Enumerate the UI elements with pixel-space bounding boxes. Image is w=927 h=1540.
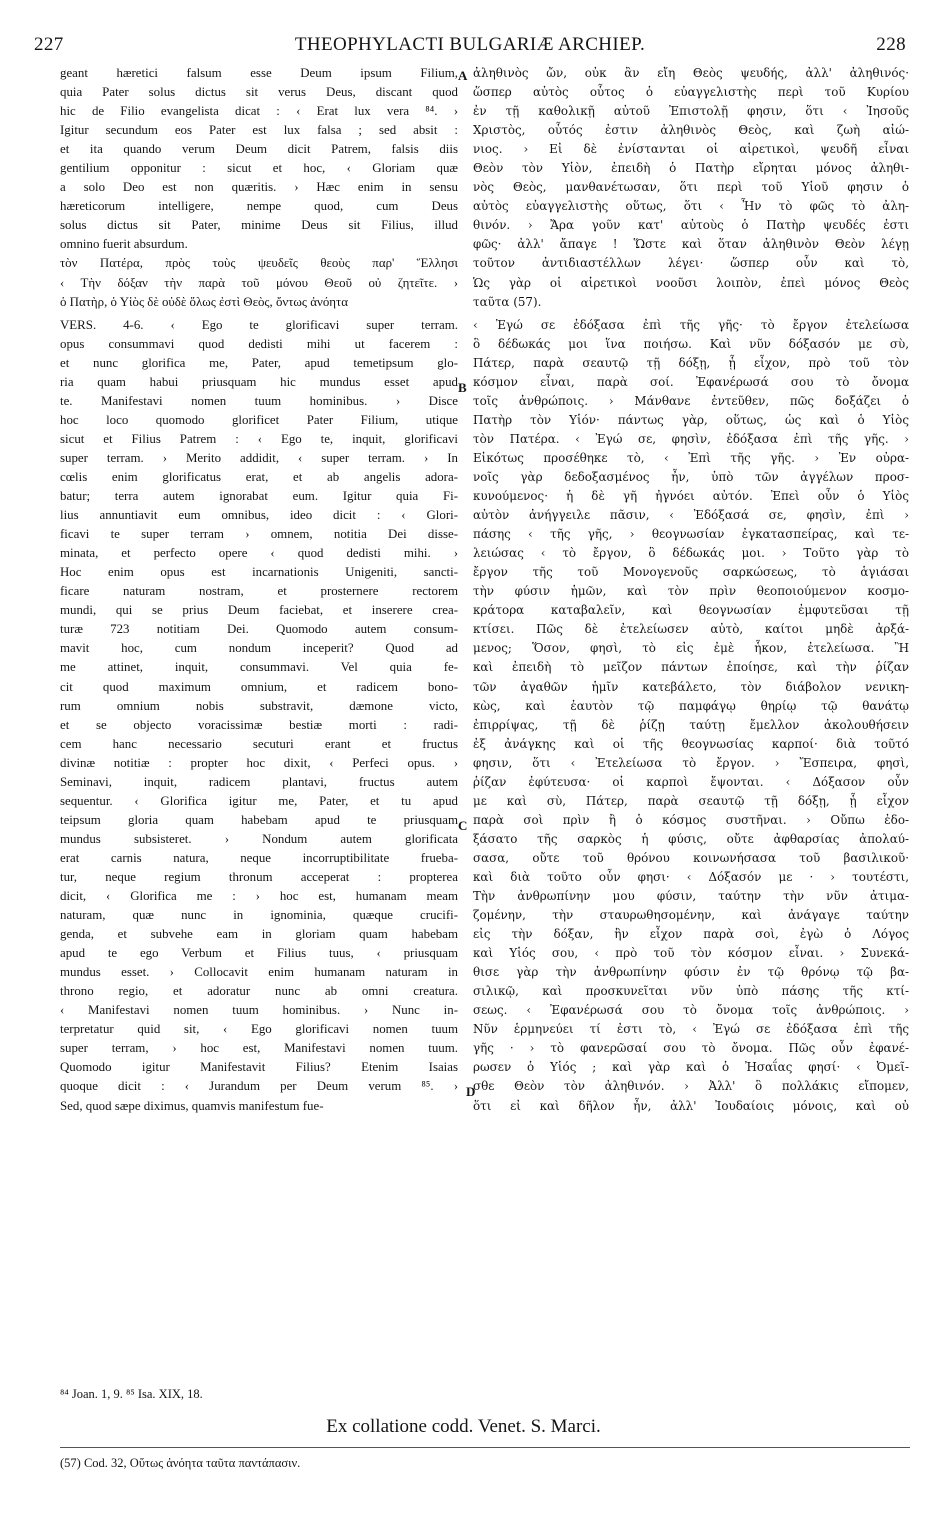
text-line: cem hanc necessario secuturi erant et fructus — [60, 736, 458, 751]
text-line: μενος; Ὅσον, φησὶ, τὸ εἰς ἐμὲ ἧκον, ἐτελείωσα. Ἢ — [473, 641, 909, 656]
text-line: φῶς· ἀλλ' ἄπαγε ! Ὥστε καὶ ὅταν ἀληθινὸν Θεὸν λέγῃ — [473, 237, 909, 252]
text-line: gentilium opponitur : sicut et hoc, ‹ Gloriam quæ — [60, 161, 458, 176]
text-line: te. Manifestavi nomen tuum hominibus. › Disce — [60, 393, 458, 408]
text-line: ἐν τῇ καθολικῇ αὐτοῦ Ἐπιστολῇ φησιν, ὅτι ‹ Ἰησοῦς — [473, 104, 909, 119]
text-line: omnino fuerit absurdum. — [60, 237, 188, 252]
text-line: ficavi te super terram › omnem, notitia Dei disse- — [60, 527, 458, 542]
text-line: αὐτὸς εὐαγγελιστὴς οὕτως, ὅτι ‹ Ἦν τὸ φῶς τὸ ἀλη- — [473, 199, 909, 214]
text-line: divinæ notitiæ : propter hoc dixit, ‹ Perfeci opus. › — [60, 755, 458, 770]
text-line: a solo Deo est non quæritis. › Hæc enim in sensu — [60, 180, 458, 195]
text-line: ῥίζαν ἐφύτευσα· οἱ καρποὶ ἔψονται. ‹ Δόξασον οὖν — [473, 774, 909, 789]
text-line: εἰς τὴν δόξαν, ἣν εἶχον παρὰ σοὶ, ἐγὼ ὁ Λόγος — [473, 927, 909, 942]
text-line: cœlis enim glorificatus erat, et ab angelis adora- — [60, 469, 458, 484]
section-marker-b: B — [458, 380, 467, 395]
text-line: mundus subsisteret. › Nondum autem glorificata — [60, 831, 458, 846]
text-line: Τὴν ἀνθρωπίνην μου φύσιν, ταύτην τὴν νῦν ἀτιμα- — [473, 889, 909, 904]
text-line: ‹ Ἐγώ σε ἐδόξασα ἐπὶ τῆς γῆς· τὸ ἔργον ἐτελείωσα — [473, 317, 909, 332]
text-line: solus dictus sit Pater, minime Deus sit Filius, illud — [60, 218, 458, 233]
section-marker-d: D — [466, 1084, 476, 1099]
text-line: ζομένην, τὴν σταυρωθησομένην, καὶ ἀνάγαγε ταύτην — [473, 908, 909, 923]
latin-footnotes: ⁸⁴ Joan. 1, 9. ⁸⁵ Isa. XIX, 18. — [60, 1387, 203, 1401]
text-line: batur; terra autem ignorabat eum. Igitur quia Fi- — [60, 489, 458, 504]
text-line: νιος. › Εἰ δὲ ἐνίστανται οἱ αἱρετικοὶ, ψευδῆ εἶναι — [473, 142, 909, 157]
text-line: Θεὸν τὸν Υἱὸν, ἐπειδὴ ὁ Πατὴρ εἴρηται μόνος ἀληθι- — [473, 161, 909, 176]
text-line: νὸς Θεὸς, μανθανέτωσαν, ὅτι περὶ τοῦ Υἱοῦ φησιν ὁ — [473, 180, 909, 195]
text-line: ὁ Πατὴρ, ὁ Υἱὸς δὲ οὐδὲ ὅλως ἐστὶ Θεὸς, ὄντως ἀνόητα — [60, 294, 348, 309]
text-line: Igitur secundum eos Pater est lux falsa ; sed absit : — [60, 123, 458, 138]
text-line: teipsum gloria quam habebam apud te priusquam — [60, 812, 458, 827]
text-line: τὸν Πατέρα, πρὸς τοὺς ψευδεῖς θεοὺς παρ' Ἕλλησι — [60, 256, 458, 271]
latin-column — [60, 64, 458, 1116]
page-header — [30, 34, 910, 62]
text-line: hic de Filio evangelista dicat : ‹ Erat lux vera ⁸⁴. › — [60, 104, 458, 119]
text-line: γῆς · › τὸ φανερῶσαί σου τὸ ὄνομα. Πῶς οὖν ἐφανέ- — [473, 1041, 909, 1056]
text-line: mundus esset. › Collocavit enim humanam naturam in — [60, 965, 458, 980]
text-line: ὅτι εἰ καὶ δῆλον ἦν, ἀλλ' Ἰουδαίοις μόνοις, καὶ οὐ — [473, 1098, 909, 1113]
section-marker-a: A — [458, 68, 468, 83]
text-line: ἔργον τῆς τοῦ Μονογενοῦς σαρκώσεως, τὸ ἁγιάσαι — [473, 565, 909, 580]
text-line: tur, neque regium thronum acceperat : propterea — [60, 869, 458, 884]
text-line: lius annuntiavit eum omnibus, ideo dicit : ‹ Glori- — [60, 508, 458, 523]
text-line: θινόν. › Ἄρα γοῦν κατ' αὐτοὺς ὁ Πατὴρ ψευδές ἐστι — [473, 218, 909, 233]
text-line: dicit, ‹ Glorifica me : › hoc est, humanam meam — [60, 889, 458, 904]
text-line: παρὰ σοὶ πρὶν ἢ ὁ κόσμος συστῆναι. › Οὔπω ἐδο- — [473, 812, 909, 827]
text-line: τοῦτον ἀντιδιαστέλλων λέγει· ὥσπερ οὖν καὶ τὸ, — [473, 256, 909, 271]
text-line: ἐπιρρίψας, τῇ δὲ ῥίζῃ ταύτῃ ἔμελλον ἀκολουθήσειν — [473, 717, 909, 732]
text-line: Seminavi, inquit, radicem plantavi, fructus autem — [60, 774, 458, 789]
text-line: Πατὴρ τὸν Υἱόν· πάντως γὰρ, οὕτως, ὡς καὶ ὁ Υἱὸς — [473, 412, 909, 427]
running-title: THEOPHYLACTI BULGARIÆ ARCHIEP. — [294, 34, 646, 55]
text-line: καὶ ἐπειδὴ τὸ μεῖζον πάντων ἐποίησε, καὶ τὴν ῥίζαν — [473, 660, 909, 675]
text-line: ξάσατο τῆς σαρκὸς ἡ φύσις, οὔτε ἀφθαρσίας ἀπολαύ- — [473, 831, 909, 846]
text-line: erat carnis natura, neque incorruptibilitate frueba- — [60, 850, 458, 865]
text-line: Sed, quod sæpe diximus, quamvis manifestum fue- — [60, 1098, 324, 1113]
text-line: Εἰκότως προσέθηκε τὸ, ‹ Ἐπὶ τῆς γῆς. › Ἐν οὐρα- — [473, 450, 909, 465]
text-line: ficare naturam nostram, et prosternere rectorem — [60, 584, 458, 599]
text-line: quia Pater solus dictus sit verus Deus, discant quod — [60, 85, 458, 100]
text-line: με καὶ σὺ, Πάτερ, παρὰ σεαυτῷ τῇ δόξῃ, ᾗ εἶχον — [473, 793, 909, 808]
text-line: τὴν φύσιν ἡμῶν, καὶ τὸν πρὶν θεοποιούμενον κοσμο- — [473, 584, 909, 599]
text-line: αὐτὸν ἀνήγγειλε πᾶσιν, ‹ Ἐδόξασά σε, φησὶν, ἐπὶ › — [473, 508, 909, 523]
text-line: sicut et Filius Patrem : ‹ Ego te, inquit, glorificavi — [60, 431, 458, 446]
text-line: apud te ego Verbum et Filius tuus, ‹ priusquam — [60, 946, 458, 961]
text-line: quoque dicit : ‹ Jurandum per Deum verum ⁸⁵. › — [60, 1079, 458, 1094]
text-line: ταῦτα (57). — [473, 294, 542, 309]
text-line: ρωσεν ὁ Υἱός ; καὶ γὰρ καὶ ὁ Ἠσαΐας φησί· ‹ Ὀμεῖ- — [473, 1060, 909, 1075]
text-line: throno regio, et adoratur nunc ab omni creatura. — [60, 984, 458, 999]
greek-footnote: (57) Cod. 32, Οὕτως ἀνόητα ταῦτα παντάπασιν. — [60, 1456, 301, 1470]
text-line: σθε Θεὸν τὸν ἀληθινόν. › Ἀλλ' ὃ πολλάκις εἴπομεν, — [473, 1079, 909, 1094]
text-line: hæreticorum intelligere, nempe quod, cum Deus — [60, 199, 458, 214]
text-line: minata, et perfecto opere ‹ quod dedisti mihi. › — [60, 546, 458, 561]
text-line: opus consummavi quod dedisti mihi ut facerem : — [60, 336, 458, 351]
text-line: et se objecto voracissimæ bestiæ morti : radi- — [60, 717, 458, 732]
text-line: λειώσας ‹ τὸ ἔργον, ὃ δέδωκάς μοι. › Τοῦτο γὰρ τὸ — [473, 546, 909, 561]
text-line: turæ 723 notitiam Dei. Quomodo autem consum- — [60, 622, 458, 637]
text-line: geant hæretici falsum esse Deum ipsum Filium, — [60, 66, 458, 80]
text-line: σιλικῷ, καὶ προσκυνεῖται νῦν ὑπὸ πάσης τῆς κτί- — [473, 984, 909, 999]
text-line: κτίσει. Πῶς δὲ ἐτελείωσεν αὐτὸ, καίτοι μηδὲ ἀρξά- — [473, 622, 909, 637]
footnote-divider — [60, 1447, 910, 1448]
text-line: naturam, quæ nunc in ignominia, quæque crucifi- — [60, 908, 458, 923]
text-line: me attinet, inquit, consummavi. Vel quia fe- — [60, 660, 458, 675]
greek-column — [473, 64, 909, 1116]
text-line: πάσης ‹ τῆς γῆς, › θεογνωσίαν ἐγκατασπείρας, καὶ τε- — [473, 527, 909, 542]
section-marker-c: C — [458, 818, 468, 833]
text-line: ‹ Τὴν δόξαν τὴν παρὰ τοῦ μόνου Θεοῦ οὐ ζητεῖτε. › — [60, 275, 458, 290]
collation-note: Ex collatione codd. Venet. S. Marci. — [326, 1416, 601, 1437]
text-line: θισε γὰρ τὴν ἀνθρωπίνην φύσιν ἐν τῷ θρόνῳ τῷ βα- — [473, 965, 909, 980]
text-line: terpretatur quid sit, ‹ Ego glorificavi nomen tuum — [60, 1022, 458, 1037]
text-line: sequentur. ‹ Glorifica igitur me, Pater, et tu apud — [60, 793, 458, 808]
text-line: σασα, οὔτε τοῦ θρόνου κοινωνήσασα τοῦ βασιλικοῦ· — [473, 850, 909, 865]
text-line: mundi, qui se prius Deum faciebat, et inserere crea- — [60, 603, 458, 618]
text-line: ‹ Manifestavi nomen tuum hominibus. › Nunc in- — [60, 1003, 458, 1018]
text-line: ὃ δέδωκάς μοι ἵνα ποιήσω. Καὶ νῦν δόξασόν με σὺ, — [473, 336, 909, 351]
text-line: κόσμον εἶναι, παρὰ σοί. Ἐφανέρωσά σου τὸ ὄνομα — [473, 374, 909, 389]
text-line: κράτορα καταβαλεῖν, καὶ θεογνωσίαν ἐμφυτεῦσαι τῇ — [473, 603, 909, 618]
text-line: hoc loco quomodo glorificet Pater Filium, utique — [60, 412, 458, 427]
text-line: Hoc enim opus est incarnationis Unigeniti, sancti- — [60, 565, 458, 580]
text-line: ὥσπερ αὐτὸς οὗτος ὁ εὐαγγελιστὴς περὶ τοῦ Κυρίου — [473, 85, 909, 100]
text-line: ἐξ ἀνάγκης καὶ οἱ τῆς θεογνωσίας καρποί· διὰ τοῦτό — [473, 736, 909, 751]
text-line: VERS. 4-6. ‹ Ego te glorificavi super terram. — [60, 317, 458, 332]
text-line: super terram. › Merito addidit, ‹ super terram. › In — [60, 450, 458, 465]
text-line: et nunc glorifica me, Pater, apud temetipsum glo- — [60, 355, 458, 370]
text-line: ria quam habui priusquam hic mundus esset apud — [60, 374, 458, 389]
text-line: φησιν, ὅτι ‹ Ἐτελείωσα τὸ ἔργον. › Ἔσπειρα, φησὶ, — [473, 755, 909, 770]
text-line: κὼς, καὶ ἑαυτὸν τῷ παμφάγῳ θηρίῳ τῷ θανάτῳ — [473, 698, 909, 713]
text-line: Χριστὸς, οὗτός ἐστιν ἀληθινὸς Θεὸς, καὶ ζωὴ αἰώ- — [473, 123, 909, 138]
text-line: Πάτερ, παρὰ σεαυτῷ τῇ δόξῃ, ᾗ εἶχον, πρὸ τοῦ τὸν — [473, 355, 909, 370]
text-line: rum omnium nobis substravit, dæmone victo, — [60, 698, 458, 713]
text-line: καὶ διὰ τοῦτο οὖν φησι· ‹ Δόξασόν με · › τουτέστι, — [473, 869, 909, 884]
text-line: τὸν Πατέρα. ‹ Ἐγώ σε, φησὶν, ἐδόξασα ἐπὶ τῆς γῆς. › — [473, 431, 909, 446]
text-line: cit quod maximum omnium, et radicem bono- — [60, 679, 458, 694]
text-line: κυνούμενος· ἡ δὲ γῆ ἠγνόει αὐτόν. Ἐπεὶ οὖν ὁ Υἱὸς — [473, 489, 909, 504]
text-line: ἀληθινὸς ὤν, οὐκ ἂν εἴη Θεὸς ψευδής, ἀλλ' ἀληθινός· — [473, 66, 909, 80]
text-line: super terram, › hoc est, Manifestavi nomen tuum. — [60, 1041, 458, 1056]
text-line: νοῖς γὰρ δεδοξασμένος ἦν, ὑπὸ τῶν ἀγγέλων προσ- — [473, 469, 909, 484]
text-line: τοῖς ἀνθρώποις. › Μάνθανε ἐντεῦθεν, πῶς δοξάζει ὁ — [473, 393, 909, 408]
text-line: Ὡς γὰρ οἱ αἱρετικοὶ νοοῦσι λοιπὸν, ἐπεὶ μόνος Θεὸς — [473, 275, 909, 290]
text-line: mavit hoc, cum nondum inceperit? Quod ad — [60, 641, 458, 656]
text-line: genda, et subvehe eam in gloriam quam habebam — [60, 927, 458, 942]
page-number-right: 228 — [876, 34, 906, 55]
text-line: Νῦν ἑρμηνεύει τί ἐστι τὸ, ‹ Ἐγώ σε ἐδόξασα ἐπὶ τῆς — [473, 1022, 909, 1037]
text-line: τῶν ἀγαθῶν ἡμῖν κατεβάλετο, τὸν διάβολον νενικη- — [473, 679, 909, 694]
text-line: σεως. ‹ Ἐφανέρωσά σου τὸ ὄνομα τοῖς ἀνθρώποις. › — [473, 1003, 909, 1018]
page-number-left: 227 — [34, 34, 64, 55]
text-line: et ita quando verum Deum dicit Patrem, falsis diis — [60, 142, 458, 157]
text-line: Quomodo igitur Manifestavit Filius? Etenim Isaias — [60, 1060, 458, 1075]
text-line: καὶ Υἱός σου, ‹ πρὸ τοῦ τὸν κόσμον εἶναι. › Συνεκά- — [473, 946, 909, 961]
